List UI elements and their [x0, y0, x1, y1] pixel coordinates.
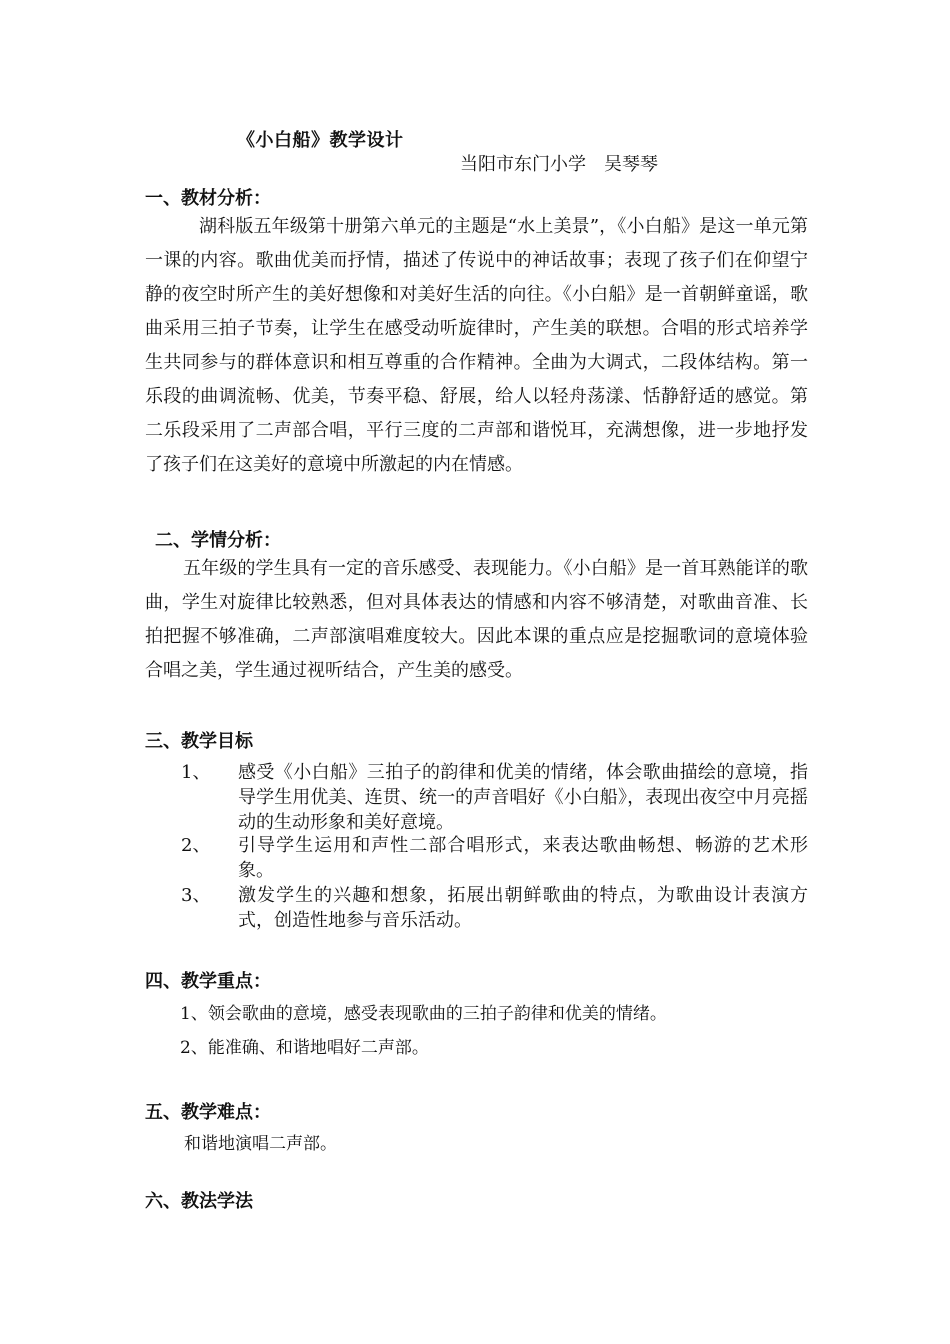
objective-number: 3、 [181, 885, 211, 906]
objective-number: 1、 [181, 762, 211, 783]
section-heading-materials: 一、教材分析： [145, 188, 271, 209]
objective-text: 感受《小白船》三拍子的韵律和优美的情绪，体会歌曲描绘的意境，指导学生用优美、连贯、统一的声音唱好《小白船》，表现出夜空中月亮摇动的生动形象和美好意境。 [238, 762, 808, 833]
objective-number: 2、 [181, 835, 211, 856]
difficulty-text: 和谐地演唱二声部。 [184, 1134, 337, 1154]
section-heading-difficulties: 五、教学难点： [145, 1102, 271, 1123]
objective-text: 引导学生运用和声性二部合唱形式，来表达歌曲畅想、畅游的艺术形象。 [238, 835, 808, 881]
key-point-item: 2、能准确、和谐地唱好二声部。 [180, 1038, 429, 1058]
author-line: 当阳市东门小学 吴琴琴 [460, 154, 658, 175]
objective-text: 激发学生的兴趣和想象，拓展出朝鲜歌曲的特点，为歌曲设计表演方式，创造性地参与音乐活动。 [238, 885, 808, 931]
key-point-item: 1、领会歌曲的意境，感受表现歌曲的三拍子韵律和优美的情绪。 [180, 1004, 667, 1024]
materials-analysis-paragraph: 湖科版五年级第十册第六单元的主题是“水上美景”，《小白船》是这一单元第一课的内容。歌曲优美而抒情，描述了传说中的神话故事；表现了孩子们在仰望宁静的夜空时所产生的美好想像和对美好生活的向往。《小白船》是一首朝鲜童谣，歌曲采用三拍子节奏，让学生在感受动听旋律时，产生美的联想。合唱的形式培养学生共同参与的群体意识和相互尊重的合作精神。全曲为大调式，二段体结构。第一乐段的曲调流畅、优美，节奏平稳、舒展，给人以轻舟荡漾、恬静舒适的感觉。第二乐段采用了二声部合唱，平行三度的二声部和谐悦耳，充满想像，进一步地抒发了孩子们在这美好的意境中所激起的内在情感。 [145, 216, 808, 475]
section-heading-key-points: 四、教学重点： [145, 971, 271, 992]
section-heading-learners: 二、学情分析： [155, 530, 281, 551]
section-heading-objectives: 三、教学目标 [145, 731, 253, 752]
section-heading-methods: 六、教法学法 [145, 1191, 253, 1212]
learner-analysis-paragraph: 五年级的学生具有一定的音乐感受、表现能力。《小白船》是一首耳熟能详的歌曲，学生对旋律比较熟悉，但对具体表达的情感和内容不够清楚，对歌曲音准、长拍把握不够准确，二声部演唱难度较大。因此本课的重点应是挖掘歌词的意境体验合唱之美，学生通过视听结合，产生美的感受。 [145, 558, 808, 681]
document-title: 《小白船》教学设计 [237, 130, 404, 151]
